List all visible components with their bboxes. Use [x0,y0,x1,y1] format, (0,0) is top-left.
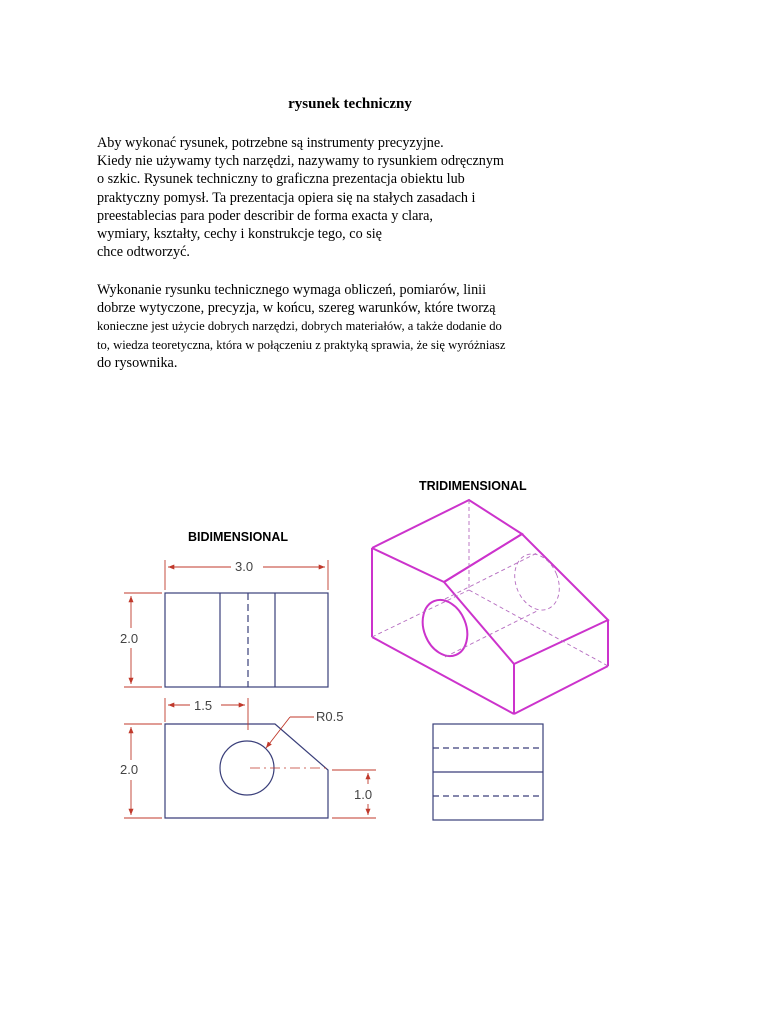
dim-step-text: 1.0 [354,787,373,802]
front-view [165,724,328,818]
text-line: Wykonanie rysunku technicznego wymaga obliczeń, pomiarów, linii [97,282,487,298]
technical-drawing [100,470,620,830]
dim-width-text: 3.0 [235,559,254,574]
isometric-view [372,500,608,714]
text-line: preestablecias para poder describir de forma exacta y clara, [97,207,433,224]
text-line: Aby wykonać rysunek, potrzebne są instrumenty precyzyjne. [97,135,444,151]
dim-radius-text: R0.5 [316,709,344,724]
text-line: Kiedy nie używamy tych narzędzi, nazywamy to rysunkiem odręcznym [97,153,504,170]
side-view [433,724,543,820]
second-paragraph [97,281,557,372]
page-title: rysunek techniczny [288,96,412,112]
dim-offset-text: 1.5 [194,698,213,713]
text-line: dobrze wytyczone, precyzja, w końcu, szereg warunków, które tworzą [97,300,496,317]
text-line: chce odtworzyć. [97,244,190,261]
radius-leader [266,717,314,748]
top-view [165,593,328,687]
text-line: to, wiedza teoretyczna, która w połączeniu z praktyką sprawia, że się wyróżniasz [97,337,506,352]
text-line: o szkic. Rysunek techniczny to graficzna prezentacja obiektu lub [97,171,465,188]
text-line: wymiary, kształty, cechy i konstrukcje tego, co się [97,226,382,243]
bidimensional-label: BIDIMENSIONAL [188,530,288,544]
dim-height-front-text: 2.0 [120,762,139,777]
text-line: praktyczny pomysł. Ta prezentacja opiera się na stałych zasadach i [97,189,476,206]
tridimensional-label: TRIDIMENSIONAL [419,479,527,493]
text-line: do rysownika. [97,354,178,371]
text-line: konieczne jest użycie dobrych narzędzi, dobrych materiałów, a także dodanie do [97,319,502,334]
dim-height-top-text: 2.0 [120,631,139,646]
intro-paragraph [97,134,557,261]
